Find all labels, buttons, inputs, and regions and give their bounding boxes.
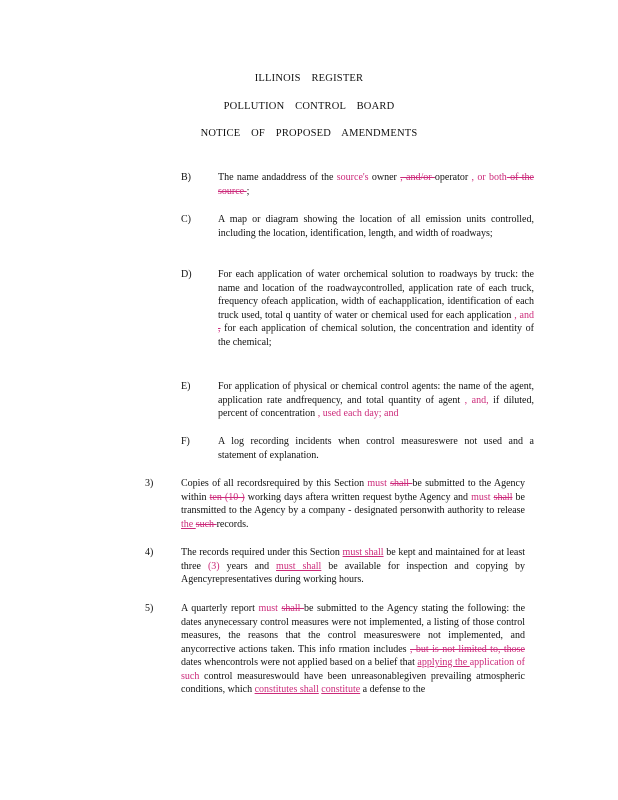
text-run: ;: [246, 185, 250, 197]
item-text: [181, 477, 525, 531]
text-run: control measureswould have been unreasonablegiven prevailing atmospheric conditions, which: [181, 670, 525, 695]
deleted-text: ,: [218, 323, 221, 334]
deleted-text: (10 ): [224, 491, 245, 503]
item-label: 5): [145, 603, 154, 614]
text-run: be submitted to the Agency stating the following: the dates anynecessary control measures were not implemented, a listing of those control measures, the reasons that the control measureswere not implemented, and anycorrective actions taken. This info rmation includes: [181, 603, 526, 655]
text-run: records.: [216, 518, 249, 530]
inserted-text: (3): [207, 560, 220, 572]
board-title: POLLUTION CONTROL BOARD: [223, 101, 395, 112]
inserted-text: constitutes shall: [254, 684, 319, 695]
item-label: 4): [145, 547, 154, 558]
item-text: [218, 435, 534, 462]
inserted-text: applying the: [417, 657, 470, 668]
deleted-text: shall: [281, 603, 305, 614]
item-text: [218, 171, 534, 198]
inserted-text: , and: [514, 309, 534, 321]
inserted-text: must: [367, 478, 391, 489]
inserted-text: must shall: [276, 560, 322, 572]
text-run: owner: [368, 172, 401, 183]
item-text: [218, 213, 534, 240]
text-run: years and: [219, 560, 277, 572]
text-run: A quarterly report: [181, 603, 259, 614]
inserted-text: must shall: [342, 547, 384, 558]
text-run: Copies of all recordsrequired by this Section: [181, 478, 368, 489]
inserted-text: , and,: [464, 394, 489, 406]
item-text: [181, 602, 525, 697]
text-run: The name andaddress of the: [218, 172, 337, 183]
deleted-text: , but is not limited to, those: [410, 643, 525, 655]
text-run: be transmitted to the Agency by a company - designated personwith authority to release: [181, 491, 525, 516]
text-run: A log recording incidents when control measureswere not used and a statement of explanation.: [218, 436, 534, 461]
text-run: for each application of chemical solution, the concentration and identity of the chemical;: [218, 323, 534, 348]
text-run: be available for inspection and copying by Agencyrepresentatives during working hours.: [181, 560, 525, 585]
item-label: 3): [145, 478, 154, 489]
text-run: operator: [434, 172, 472, 183]
deleted-text: ten: [209, 491, 225, 503]
text-run: working days aftera written request bythe Agency and: [244, 491, 472, 503]
text-run: For application of physical or chemical control agents: the name of the agent, application rate andfrequency, and total quantity of agent: [218, 381, 534, 406]
item-text: [181, 546, 525, 587]
text-run: The records required under this Section: [181, 547, 343, 558]
deleted-text: of the source: [218, 172, 534, 197]
inserted-text: must: [471, 491, 494, 503]
item-label: E): [181, 381, 191, 392]
item-text: [218, 380, 534, 421]
inserted-text: must: [258, 603, 282, 614]
item-label: B): [181, 172, 191, 183]
text-run: be submitted to the Agency within: [181, 478, 525, 503]
inserted-text: , used each day; and: [317, 408, 399, 419]
inserted-text: constitute: [321, 684, 361, 695]
inserted-text: application of such: [181, 657, 525, 682]
deleted-text: shall: [493, 491, 513, 503]
register-title: ILLINOIS REGISTER: [254, 73, 364, 84]
text-run: be kept and maintained for at least three: [181, 547, 525, 572]
deleted-text: , and/or: [400, 172, 435, 183]
item-label: F): [181, 436, 190, 447]
text-run: if diluted, percent of concentration: [218, 394, 534, 419]
text-run: For each application of water orchemical solution to roadways by truck: the name and location of the roadwaycontrolled, application rate of each truck, frequency ofeach application, width of eachapplication, identification of each truck used, total q uantity of water or chemical used for each application: [218, 269, 534, 321]
text-run: a defense to the: [360, 684, 426, 695]
inserted-text: the: [181, 518, 196, 530]
deleted-text: such: [195, 518, 217, 530]
text-run: dates whencontrols were not applied based on a belief that: [181, 657, 418, 668]
text-run: A map or diagram showing the location of all emission units controlled, including the location, identification, length, and width of roadways;: [218, 214, 534, 239]
item-label: D): [181, 269, 192, 280]
item-label: C): [181, 214, 191, 225]
item-text: [218, 268, 534, 349]
deleted-text: shall: [390, 478, 413, 489]
inserted-text: , or both: [471, 172, 507, 183]
inserted-text: source's: [336, 172, 369, 183]
notice-title: NOTICE OF PROPOSED AMENDMENTS: [200, 128, 418, 139]
